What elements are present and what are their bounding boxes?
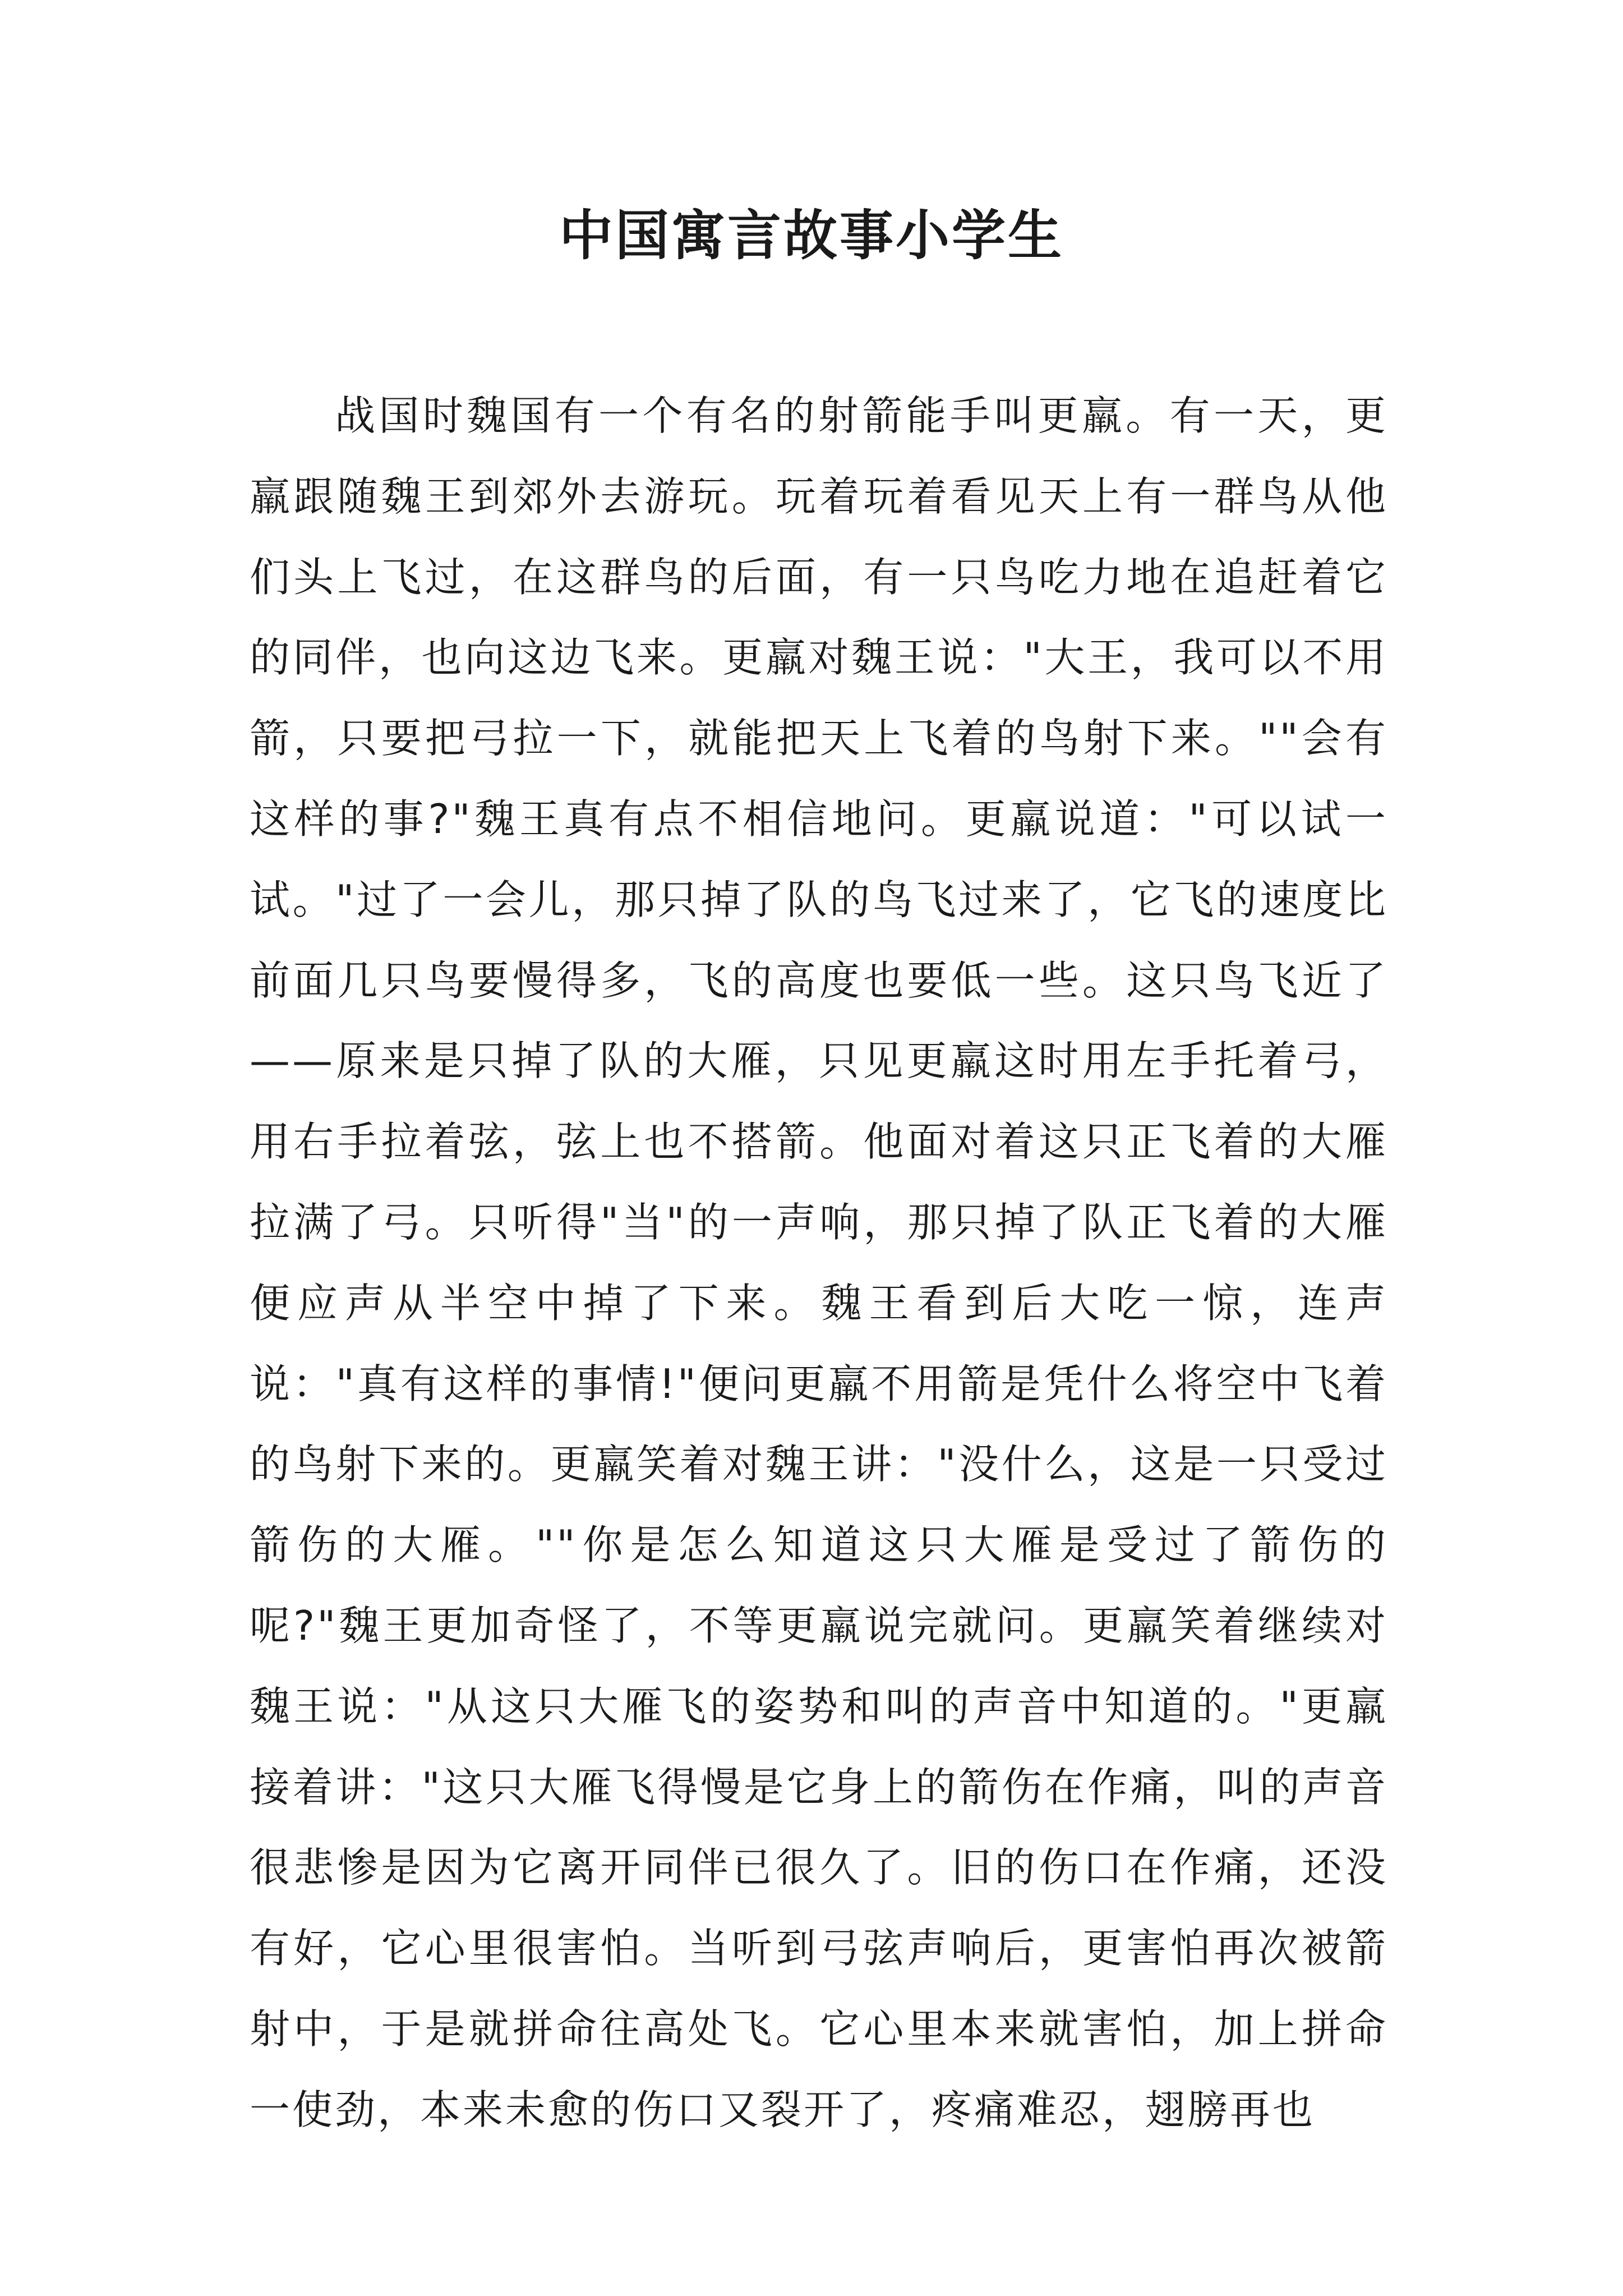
document-title: 中国寓言故事小学生 xyxy=(559,204,1064,267)
body-paragraph: 战国时魏国有一个有名的射箭能手叫更羸。有一天，更羸跟随魏王到郊外去游玩。玩着玩着看见天上有一群鸟从他们头上飞过，在这群鸟的后面，有一只鸟吃力地在追赶着它的同伴，也向这边飞来。更羸对魏王说："大王，我可以不用箭，只要把弓拉一下，就能把天上飞着的鸟射下来。""会有这样的事?"魏王真有点不相信地问。更羸说道："可以试一试。"过了一会儿，那只掉了队的鸟飞过来了，它飞的速度比前面几只鸟要慢得多，飞的高度也要低一些。这只鸟飞近了——原来是只掉了队的大雁，只见更羸这时用左手托着弓，用右手拉着弦，弦上也不搭箭。他面对着这只正飞着的大雁拉满了弓。只听得"当"的一声响，那只掉了队正飞着的大雁便应声从半空中掉了下来。魏王看到后大吃一惊，连声说："真有这样的事情!"便问更羸不用箭是凭什么将空中飞着的鸟射下来的。更羸笑着对魏王讲："没什么，这是一只受过箭伤的大雁。""你是怎么知道这只大雁是受过了箭伤的呢?"魏王更加奇怪了，不等更羸说完就问。更羸笑着继续对魏王说："从这只大雁飞的姿势和叫的声音中知道的。"更羸接着讲："这只大雁飞得慢是它身上的箭伤在作痛，叫的声音很悲惨是因为它离开同伴已很久了。旧的伤口在作痛，还没有好，它心里很害怕。当听到弓弦声响后，更害怕再次被箭射中，于是就拼命往高处飞。它心里本来就害怕，加上拼命一使劲，本来未愈的伤口又裂开了，疼痛难忍，翅膀再也 xyxy=(250,392,1388,2133)
